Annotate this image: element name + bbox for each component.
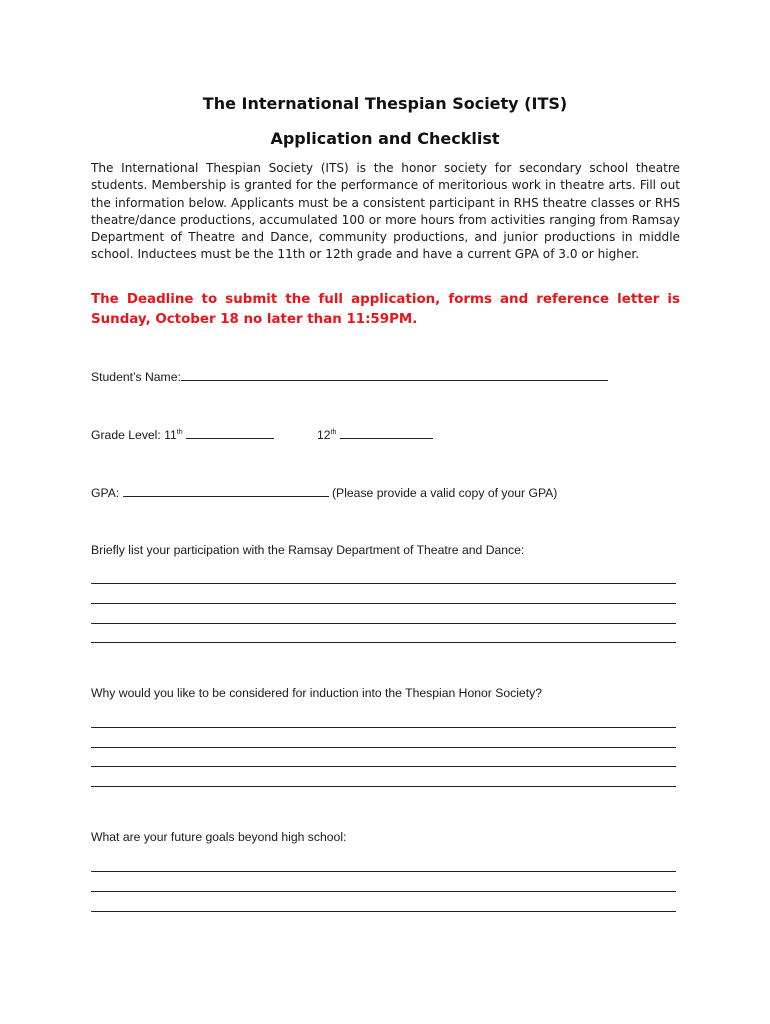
document-title: The International Thespian Society (ITS) <box>202 94 568 113</box>
grade-level-label: Grade Level: 11 <box>91 428 177 442</box>
grade-12-suffix: th <box>330 429 337 436</box>
gpa-note: (Please provide a valid copy of your GPA) <box>332 486 558 500</box>
grade-12-field[interactable] <box>340 427 433 439</box>
gpa-field[interactable] <box>123 485 329 497</box>
goals-line[interactable] <box>91 871 676 872</box>
participation-line[interactable] <box>91 583 676 584</box>
student-name-row <box>91 369 608 384</box>
student-name-label: Student’s Name: <box>91 370 181 384</box>
participation-line[interactable] <box>91 623 676 624</box>
induction-line[interactable] <box>91 747 676 748</box>
participation-line[interactable] <box>91 642 676 643</box>
induction-prompt: Why would you like to be considered for induction into the Thespian Honor Society? <box>91 686 542 700</box>
goals-prompt: What are your future goals beyond high school: <box>91 830 347 844</box>
intro-paragraph: The International Thespian Society (ITS) is the honor society for secondary school theatre students. Membership is granted for the performance of meritorious work in theatre arts. Fill out the information below. Applicants must be a consistent participant in RHS theatre classes or RHS theatre/dance productions, accumulated 100 or more hours from activities ranging from Ramsay Department of Theatre and Dance, community productions, and junior productions in middle school. Inductees must be the 11th or 12th grade and have a current GPA of 3.0 or higher. <box>91 161 680 262</box>
grade-11-field[interactable] <box>186 427 274 439</box>
grade-level-row <box>91 427 274 442</box>
induction-line[interactable] <box>91 766 676 767</box>
gpa-label: GPA: <box>91 486 120 500</box>
induction-line[interactable] <box>91 786 676 787</box>
grade-12-label: 12 <box>317 428 331 442</box>
document-subtitle: Application and Checklist <box>270 129 500 148</box>
grade-12-row <box>317 427 433 442</box>
goals-line[interactable] <box>91 891 676 892</box>
participation-prompt: Briefly list your participation with the Ramsay Department of Theatre and Dance: <box>91 543 525 557</box>
participation-line[interactable] <box>91 603 676 604</box>
deadline-notice: The Deadline to submit the full application, forms and reference letter is Sunday, October 18 no later than 11:59PM. <box>91 292 680 327</box>
grade-11-suffix: th <box>176 429 183 436</box>
induction-line[interactable] <box>91 727 676 728</box>
gpa-row <box>91 485 557 500</box>
goals-line[interactable] <box>91 911 676 912</box>
student-name-field[interactable] <box>181 369 608 381</box>
